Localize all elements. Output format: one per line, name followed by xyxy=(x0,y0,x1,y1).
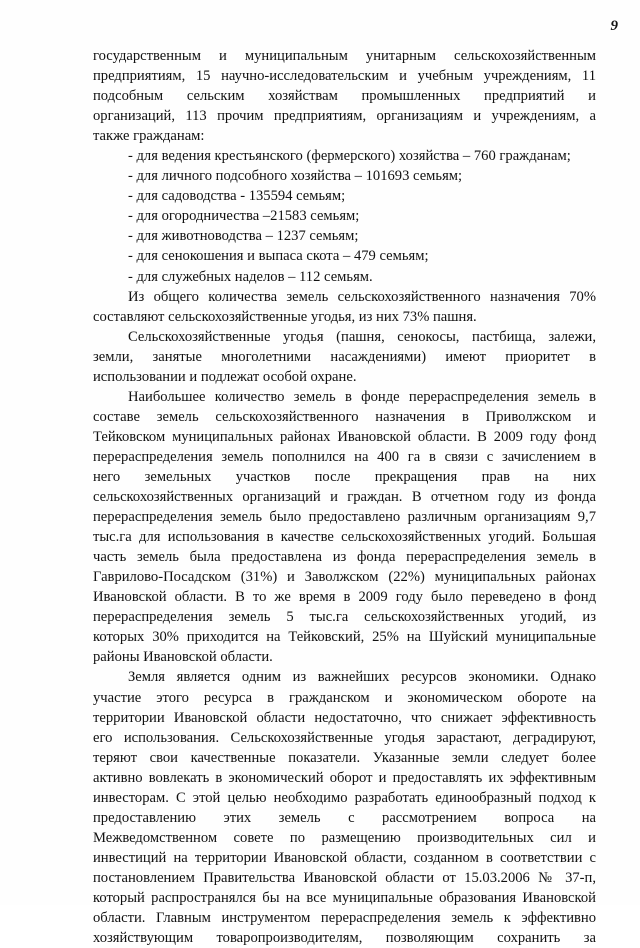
text-line: предприятиям, 15 научно-исследовательским и учебным учреждениям, 11 xyxy=(93,68,596,85)
page-number: 9 xyxy=(610,18,618,34)
text-line: составляют сельскохозяйственные угодья, из них 73% пашня. xyxy=(93,308,477,325)
text-line: Земля является одним из важнейших ресурсов экономики. Однако xyxy=(128,669,596,686)
list-item: - для животноводства – 1237 семьям; xyxy=(128,228,359,245)
list-item: - для садоводства - 135594 семьям; xyxy=(128,188,346,205)
text-line: государственным и муниципальным унитарным сельскохозяйственным xyxy=(93,48,596,64)
paragraph xyxy=(93,287,596,327)
text-line: Гаврилово-Посадском (31%) и Заволжском (22%) муниципальных районах xyxy=(93,569,596,586)
text-line: теряют свои качественные показатели. Указанные земли следует более xyxy=(93,749,596,766)
allocation-list xyxy=(93,146,596,286)
text-line: него земельных участков после прекращения прав на них xyxy=(93,468,596,485)
text-line: постановлением Правительства Ивановской области от 15.03.2006 № 37-п, xyxy=(93,869,596,886)
text-line: Из общего количества земель сельскохозяйственного назначения 70% xyxy=(128,288,596,305)
text-line: перераспределения земель пополнился на 400 га в связи с зачислением в xyxy=(93,448,596,465)
text-line: Наибольшее количество земель в фонде перераспределения земель в xyxy=(128,388,596,405)
text-line: организаций, 113 прочим предприятиям, организациям и учреждениям, а xyxy=(93,108,596,125)
paragraph xyxy=(93,327,596,387)
text-line: сельскохозяйственных организаций и граждан. В отчетном году из фонда xyxy=(93,489,596,506)
text-line: Тейковском муниципальных районах Ивановской области. В 2009 году фонд xyxy=(93,428,596,445)
text-line: подсобным сельским хозяйствам промышленных предприятий и xyxy=(93,88,596,105)
text-line: территории Ивановской области недостаточно, что снижает эффективность xyxy=(93,709,596,726)
paragraph xyxy=(93,667,596,948)
list-item: - для ведения крестьянского (фермерского) хозяйства – 760 гражданам; xyxy=(128,148,571,165)
text-line: Сельскохозяйственные угодья (пашня, сенокосы, пастбища, залежи, xyxy=(128,328,596,345)
text-line: использовании и подлежат особой охране. xyxy=(93,368,357,385)
document-body xyxy=(93,46,596,948)
text-line: Межведомственном совете по размещению производительных сил и xyxy=(93,829,596,846)
text-line: тыс.га для использования в качестве сельскохозяйственных угодий. Большая xyxy=(93,529,596,546)
body-paragraphs xyxy=(93,287,596,948)
text-line: его использования. Сельскохозяйственные угодья зарастают, деградируют, xyxy=(93,729,596,746)
text-line: участие этого ресурса в гражданском и экономическом обороте на xyxy=(93,689,596,706)
intro-paragraph xyxy=(93,46,596,146)
text-line: хозяйствующим товаропроизводителям, позволяющим сохранить за xyxy=(93,930,596,947)
text-line: области. Главным инструментом перераспределения земель к эффективно xyxy=(93,910,596,927)
text-line: инвестиций на территории Ивановской области, созданном в соответствии с xyxy=(93,849,596,866)
text-line: также гражданам: xyxy=(93,128,205,145)
text-line: которых 30% приходится на Тейковский, 25% на Шуйский муниципальные xyxy=(93,629,596,646)
text-line: инвесторам. С этой целью необходимо разработать единообразный подход к xyxy=(93,789,596,806)
text-line: часть земель была предоставлена из фонда перераспределения земель в xyxy=(93,549,596,566)
text-line: активно вовлекать в экономический оборот и предоставлять их эффективным xyxy=(93,769,596,786)
text-line: перераспределения земель было предоставлено различным организациям 9,7 xyxy=(93,509,596,526)
text-line: перераспределения земель 5 тыс.га сельскохозяйственных угодий, из xyxy=(93,609,596,626)
paragraph xyxy=(93,387,596,668)
list-item: - для огородничества –21583 семьям; xyxy=(128,208,360,225)
list-item: - для служебных наделов – 112 семьям. xyxy=(128,268,373,285)
text-line: районы Ивановской области. xyxy=(93,649,273,666)
text-line: предоставлению этих земель с рассмотрением вопроса на xyxy=(93,809,596,826)
text-line: составе земель сельскохозяйственного назначения в Приволжском и xyxy=(93,408,596,425)
text-line: Ивановской области. В то же время в 2009 году было переведено в фонд xyxy=(93,589,596,606)
list-item: - для личного подсобного хозяйства – 101693 семьям; xyxy=(128,168,463,185)
list-item: - для сенокошения и выпаса скота – 479 семьям; xyxy=(128,248,429,265)
text-line: земли, занятые многолетними насаждениями) имеют приоритет в xyxy=(93,348,596,365)
text-line: который распространялся бы на все муниципальные образования Ивановской xyxy=(93,889,596,906)
